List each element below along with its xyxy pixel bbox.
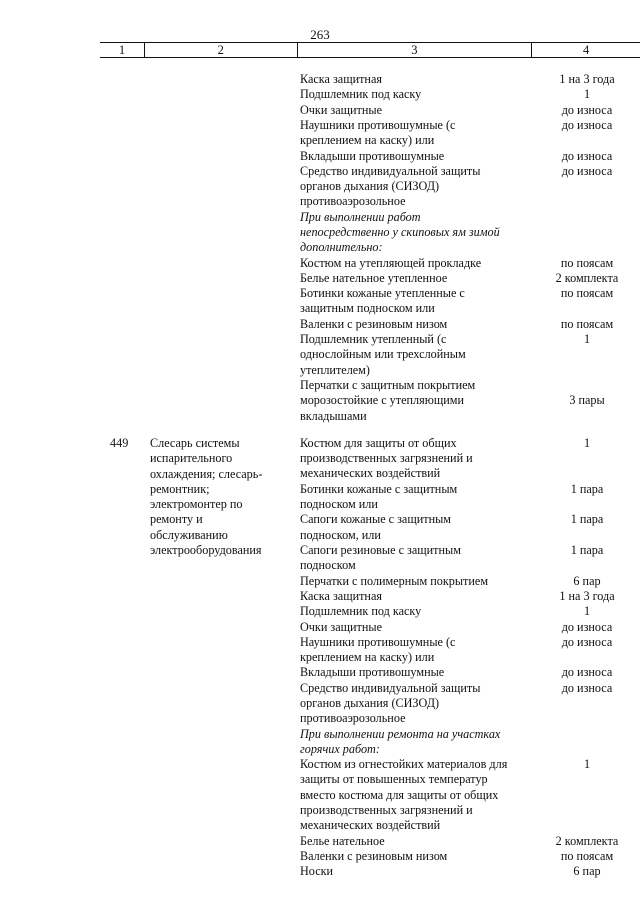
column-header-2: 2 — [144, 43, 297, 58]
profession-line: электромонтер по — [150, 497, 243, 512]
item-line: Белье нательное утепленное — [300, 270, 448, 285]
item-line: вместо костюма для защиты от общих — [300, 787, 499, 802]
column-header-4: 4 — [532, 43, 640, 58]
item-line: Валенки с резиновым низом — [300, 849, 448, 863]
column-header-3: 3 — [297, 43, 532, 58]
item-line: непосредственно у скиповых ям зимой — [300, 224, 500, 239]
item-line: Подшлемник под каску — [300, 604, 422, 619]
profession-line: испарительного — [150, 451, 233, 466]
item-line: Ботинки кожаные утепленные с — [300, 286, 465, 301]
item-line: Средство индивидуальной защиты — [300, 163, 481, 178]
norm-value: 1 пара — [570, 512, 604, 527]
profession-line: электрооборудования — [150, 543, 262, 557]
item-line: При выполнении работ — [300, 209, 421, 224]
profession-line: охлаждения; слесарь- — [150, 466, 263, 481]
item-line: Очки защитные — [300, 102, 382, 117]
column-header-row — [100, 42, 640, 58]
norm-value: по поясам — [560, 316, 614, 331]
item-line: Каска защитная — [300, 588, 382, 603]
item-line: производственных загрязнений и — [300, 451, 473, 466]
norm-value: до износа — [561, 619, 613, 634]
norm-value: 2 комплекта — [555, 833, 619, 848]
item-line: механических воздействий — [300, 818, 441, 833]
norm-value: до износа — [561, 680, 613, 695]
item-line: Подшлемник под каску — [300, 87, 422, 102]
item-line: подноском или — [300, 497, 378, 512]
norm-value: 2 комплекта — [555, 270, 619, 285]
item-line: Очки защитные — [300, 619, 382, 634]
item-line: утеплителем) — [300, 362, 370, 377]
norm-value: до износа — [561, 148, 613, 163]
item-line: Наушники противошумные (с — [300, 117, 456, 132]
norm-value: до износа — [561, 665, 613, 680]
item-line: Наушники противошумные (с — [300, 634, 456, 649]
item-line: Вкладыши противошумные — [300, 148, 445, 163]
norm-value: до износа — [561, 102, 613, 117]
item-line: защиты от повышенных температур — [300, 772, 488, 787]
item-line: Средство индивидуальной защиты — [300, 680, 481, 695]
item-line: механических воздействий — [300, 466, 441, 481]
norm-value: по поясам — [560, 286, 614, 301]
norm-value: 1 пара — [570, 481, 604, 496]
item-line: Подшлемник утепленный (с — [300, 332, 447, 347]
item-line: органов дыхания (СИЗОД) — [300, 695, 440, 710]
item-line: противоаэрозольное — [300, 711, 406, 726]
item-line: Перчатки с полимерным покрытием — [300, 573, 489, 588]
norm-value: до износа — [561, 117, 613, 132]
norm-value: по поясам — [560, 849, 614, 863]
norm-value: 3 пары — [569, 393, 605, 408]
row-number: 449 — [110, 435, 129, 450]
item-line: Костюм из огнестойких материалов для — [300, 757, 508, 772]
item-line: Костюм на утепляющей прокладке — [300, 255, 482, 270]
item-line: Вкладыши противошумные — [300, 665, 445, 680]
norm-value: 1 на 3 года — [559, 72, 615, 86]
item-line: Белье нательное — [300, 833, 385, 848]
profession-line: ремонтник; — [150, 481, 210, 496]
norm-value: до износа — [561, 634, 613, 649]
column-header-1: 1 — [100, 43, 144, 58]
item-line: креплением на каску) или — [300, 650, 435, 665]
item-line: вкладышами — [300, 408, 367, 423]
norm-value: 1 — [583, 332, 591, 347]
item-line: дополнительно: — [300, 240, 383, 255]
item-line: Костюм для защиты от общих — [300, 435, 457, 450]
norm-value: до износа — [561, 163, 613, 178]
item-line: горячих работ: — [300, 741, 380, 756]
profession-line: ремонту и — [150, 512, 203, 527]
page-number: 263 — [310, 27, 330, 42]
norm-value: 1 — [583, 87, 591, 102]
norm-value: 1 — [583, 604, 591, 619]
item-line: однослойным или трехслойным — [300, 347, 466, 362]
item-line: Перчатки с защитным покрытием — [300, 378, 476, 392]
item-line: органов дыхания (СИЗОД) — [300, 179, 440, 194]
norm-value: 6 пар — [573, 573, 601, 588]
item-line: Сапоги кожаные с защитным — [300, 512, 451, 527]
item-line: Каска защитная — [300, 72, 382, 86]
item-line: При выполнении ремонта на участках — [300, 726, 501, 741]
item-line: Носки — [300, 864, 334, 879]
item-line: креплением на каску) или — [300, 133, 435, 148]
profession-line: Слесарь системы — [150, 435, 240, 450]
item-line: Сапоги резиновые с защитным — [300, 543, 461, 557]
item-line: Ботинки кожаные с защитным — [300, 481, 458, 496]
norm-value: 1 — [583, 757, 591, 772]
norm-value: 1 — [583, 435, 591, 450]
norm-value: 6 пар — [573, 864, 601, 879]
item-line: морозостойкие с утепляющими — [300, 393, 464, 408]
norm-value: 1 пара — [570, 543, 604, 557]
item-line: подноском, или — [300, 527, 381, 542]
item-line: противоаэрозольное — [300, 194, 406, 209]
item-line: Валенки с резиновым низом — [300, 316, 448, 331]
item-line: производственных загрязнений и — [300, 803, 473, 818]
norm-value: по поясам — [560, 255, 614, 270]
norm-value: 1 на 3 года — [559, 588, 615, 603]
item-line: подноском — [300, 558, 356, 573]
item-line: защитным подноском или — [300, 301, 435, 316]
profession-line: обслуживанию — [150, 527, 228, 542]
